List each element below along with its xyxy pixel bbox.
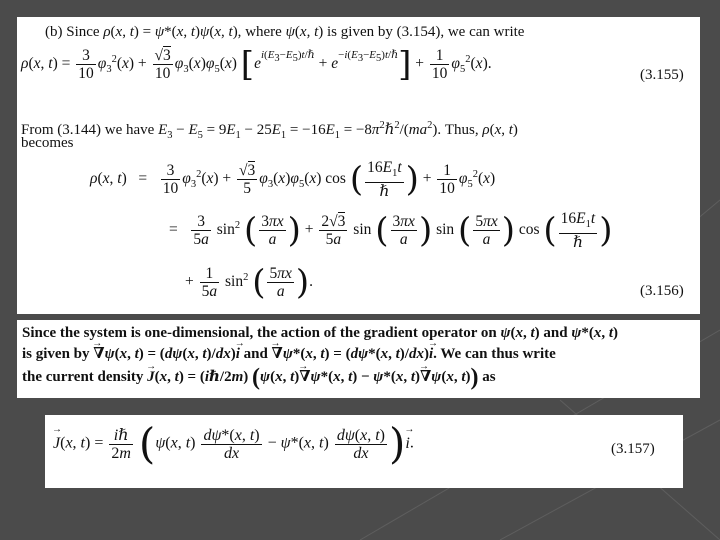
intro-line: (b) Since ρ(x, t) = ψ*(x, t)ψ(x, t), where ψ(x, t) is given by (3.154), we can write	[45, 24, 525, 40]
intro-where: where	[245, 24, 282, 40]
gradient-line-1: Since the system is one-dimensional, the action of the gradient operator on ψ(x, t) and ψ*(x, t)	[22, 325, 619, 341]
intro-suffix: is given by (3.154), we can write	[327, 24, 525, 40]
gradient-line-2: is given by → ∇ψ(x, t) = (dψ(x, t)/dx)→ i and → ∇ψ*(x, t) = (dψ*(x, t)/dx)→ i. We can thus write	[22, 345, 556, 363]
eq-3-155-number: (3.155)	[640, 67, 684, 83]
eq-3-156-number: (3.156)	[640, 283, 684, 299]
textbook-excerpt-part-b	[17, 17, 700, 314]
gradient-operator-paragraph	[17, 320, 700, 398]
equation-3-155: ρ(x, t) = $\frac{3}{10}$ $\varphi_3^2(x)$ + $\frac{√3}{10}$ $\varphi_3(x)\varphi_5(x) [e^{i(E_3-E_5)t/\hbar} + e^{-i(E_3-E_5)t/\hbar}]$ + $\frac{1}{10}$ $\varphi_5^2(x)$.	[21, 44, 492, 85]
equation-3-156-line3: + $\frac{1}{5a}$ $\sin^2$ ( $\frac{5\pi x}{a}$ ).	[185, 262, 314, 303]
from-suffix: Thus,	[444, 122, 479, 138]
gradient-line-2-and: and	[243, 346, 268, 362]
eq-3-157-number: (3.157)	[611, 441, 655, 457]
gradient-line-3-as: as	[482, 369, 496, 385]
gradient-line-1-and: and	[543, 325, 568, 341]
equation-3-156-line2: = $\frac{3}{5a}$ $\sin^2$ ( $\frac{3\pi x}{a}$ ) + $\frac{2√3}{5a}$ sin ( $\frac{3\pi x}{a}$ ) sin ( $\frac{5\pi x}{a}$ ) cos ( $\frac{16E_1t}{\text{ℏ}}$ )	[169, 210, 613, 252]
current-density-equation	[45, 415, 683, 488]
equation-3-157: → J(x, t) = $\frac{\text{iℏ}}{2m}$ (ψ(x, t) $\frac{d\psi*(x, t)}{dx}$ − ψ*(x, t) $\frac{d\psi(x, t)}{dx}$ )→ i.	[53, 423, 414, 465]
gradient-line-3-prefix: the current density	[22, 369, 144, 385]
intro-prefix: (b) Since	[45, 24, 100, 40]
gradient-line-2-prefix: is given by	[22, 346, 90, 362]
gradient-line-1-text: Since the system is one-dimensional, the action of the gradient operator on	[22, 325, 497, 341]
equation-3-156-line1: ρ(x, t) = $\frac{3}{10}$ $\varphi_3^2(x)$ + $\frac{√3}{5}$ $\varphi_3(x)\varphi_5(x)$ cos ( $\frac{16E_1t}{\text{ℏ}}$ ) + $\frac{1}{10}$ $\varphi_5^2(x)$	[90, 159, 496, 201]
from-prefix: From (3.144) we have	[21, 122, 155, 138]
becomes-line: becomes	[21, 135, 74, 151]
gradient-line-2-suffix: We can thus write	[440, 346, 556, 362]
energy-difference-line: From (3.144) we have $E_3 - E_5 = 9E_1 - 25E_1 = -16E_1$ = $-8\pi^2\hbar^2/(ma^2)$. Thus, ρ(x, t)	[21, 120, 518, 141]
gradient-line-3: the current density → J(x, t) = (iℏ/2m) (ψ(x, t)→ ∇ψ*(x, t) − ψ*(x, t)→ ∇ψ(x, t)) as	[22, 368, 496, 387]
